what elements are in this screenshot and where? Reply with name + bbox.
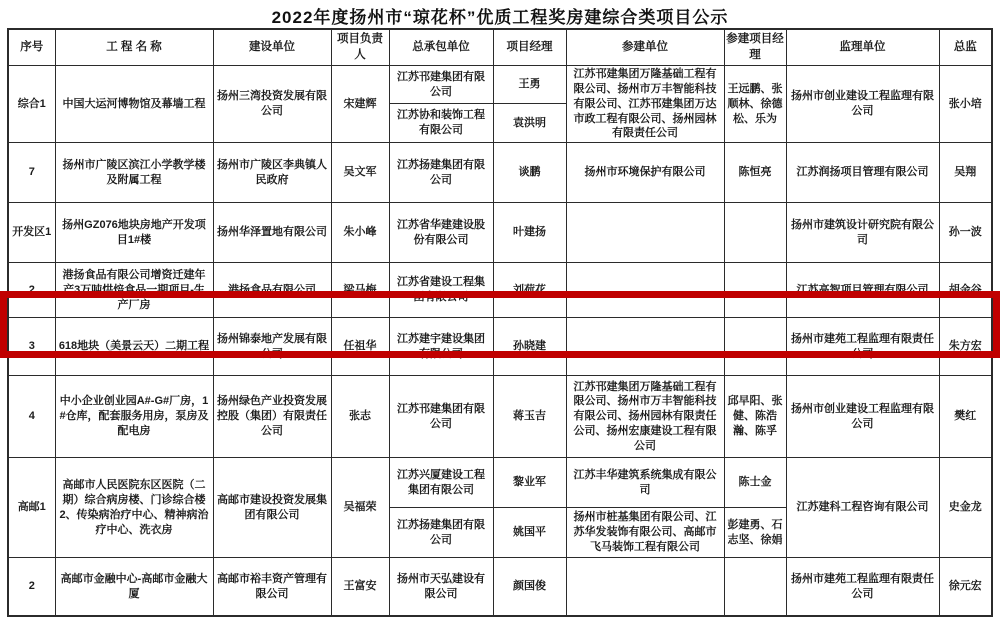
cell-builder: 高邮市裕丰资产管理有限公司 bbox=[213, 558, 331, 616]
cell-participants bbox=[566, 318, 724, 376]
col-header-contractor: 总承包单位 bbox=[389, 29, 493, 66]
col-header-manager: 项目经理 bbox=[493, 29, 566, 66]
cell-builder: 扬州三湾投资发展有限公司 bbox=[213, 66, 331, 143]
cell-project: 高邮市人民医院东区医院（二期）综合病房楼、门诊综合楼2、传染病治疗中心、精神病治疗中心、洗衣房 bbox=[55, 458, 213, 558]
cell-manager: 孙晓建 bbox=[493, 318, 566, 376]
cell-seq: 综合1 bbox=[8, 66, 55, 143]
cell-part-managers: 陈士金 bbox=[724, 458, 786, 508]
table-row-highlighted bbox=[8, 318, 992, 376]
cell-leader: 梁马梅 bbox=[331, 263, 389, 318]
cell-manager: 颜国俊 bbox=[493, 558, 566, 616]
table-row bbox=[8, 66, 992, 104]
table-row bbox=[8, 203, 992, 263]
cell-builder: 扬州市广陵区李典镇人民政府 bbox=[213, 143, 331, 203]
cell-project: 618地块（美景云天）二期工程 bbox=[55, 318, 213, 376]
cell-contractor: 扬州市天弘建设有限公司 bbox=[389, 558, 493, 616]
cell-supervisor: 扬州市建苑工程监理有限责任公司 bbox=[786, 558, 939, 616]
cell-seq: 高邮1 bbox=[8, 458, 55, 558]
cell-chief: 胡金谷 bbox=[939, 263, 992, 318]
cell-supervisor: 扬州市创业建设工程监理有限公司 bbox=[786, 66, 939, 143]
col-header-project: 工 程 名 称 bbox=[55, 29, 213, 66]
col-header-seq: 序号 bbox=[8, 29, 55, 66]
cell-project: 高邮市金融中心-高邮市金融大厦 bbox=[55, 558, 213, 616]
table-row bbox=[8, 558, 992, 616]
cell-builder: 扬州华泽置地有限公司 bbox=[213, 203, 331, 263]
cell-participants: 扬州市桩基集团有限公司、江苏华发装饰有限公司、高邮市飞马装饰工程有限公司 bbox=[566, 508, 724, 558]
cell-builder: 扬州绿色产业投资发展控股（集团）有限责任公司 bbox=[213, 376, 331, 458]
header-row bbox=[8, 29, 992, 66]
cell-leader: 宋建辉 bbox=[331, 66, 389, 143]
cell-manager: 刘荷花 bbox=[493, 263, 566, 318]
cell-chief: 樊红 bbox=[939, 376, 992, 458]
cell-contractor: 江苏扬建集团有限公司 bbox=[389, 143, 493, 203]
cell-contractor: 江苏省建设工程集团有限公司 bbox=[389, 263, 493, 318]
cell-project: 扬州市广陵区滨江小学教学楼及附属工程 bbox=[55, 143, 213, 203]
col-header-participants: 参建单位 bbox=[566, 29, 724, 66]
cell-chief: 徐元宏 bbox=[939, 558, 992, 616]
col-header-leader: 项目负责人 bbox=[331, 29, 389, 66]
cell-chief: 史金龙 bbox=[939, 458, 992, 558]
cell-participants: 江苏丰华建筑系统集成有限公司 bbox=[566, 458, 724, 508]
cell-leader: 吴福荣 bbox=[331, 458, 389, 558]
cell-supervisor: 扬州市建筑设计研究院有限公司 bbox=[786, 203, 939, 263]
cell-chief: 孙一波 bbox=[939, 203, 992, 263]
cell-contractor: 江苏协和装饰工程有限公司 bbox=[389, 104, 493, 143]
cell-leader: 朱小峰 bbox=[331, 203, 389, 263]
cell-manager: 叶建扬 bbox=[493, 203, 566, 263]
cell-chief: 张小培 bbox=[939, 66, 992, 143]
cell-part-managers bbox=[724, 318, 786, 376]
cell-supervisor: 江苏润扬项目管理有限公司 bbox=[786, 143, 939, 203]
cell-leader: 任祖华 bbox=[331, 318, 389, 376]
cell-seq: 7 bbox=[8, 143, 55, 203]
cell-contractor: 江苏建宇建设集团有限公司 bbox=[389, 318, 493, 376]
cell-project: 港扬食品有限公司增资迁建年产3万吨烘焙食品一期项目-生产厂房 bbox=[55, 263, 213, 318]
cell-contractor: 江苏扬建集团有限公司 bbox=[389, 508, 493, 558]
cell-part-managers: 邱早阳、张健、陈浩瀚、陈孚 bbox=[724, 376, 786, 458]
cell-part-managers: 王远鹏、张顺林、徐德松、乐为 bbox=[724, 66, 786, 143]
col-header-supervisor: 监理单位 bbox=[786, 29, 939, 66]
cell-contractor: 江苏邗建集团有限公司 bbox=[389, 376, 493, 458]
cell-builder: 高邮市建设投资发展集团有限公司 bbox=[213, 458, 331, 558]
cell-manager: 姚国平 bbox=[493, 508, 566, 558]
cell-part-managers bbox=[724, 558, 786, 616]
cell-project: 扬州GZ076地块房地产开发项目1#楼 bbox=[55, 203, 213, 263]
cell-supervisor: 扬州市建苑工程监理有限责任公司 bbox=[786, 318, 939, 376]
cell-participants bbox=[566, 558, 724, 616]
cell-seq: 2 bbox=[8, 558, 55, 616]
cell-contractor: 江苏省华建建设股份有限公司 bbox=[389, 203, 493, 263]
cell-contractor: 江苏兴厦建设工程集团有限公司 bbox=[389, 458, 493, 508]
cell-builder: 扬州锦泰地产发展有限公司 bbox=[213, 318, 331, 376]
cell-contractor: 江苏邗建集团有限公司 bbox=[389, 66, 493, 104]
cell-manager: 袁洪明 bbox=[493, 104, 566, 143]
cell-seq: 3 bbox=[8, 318, 55, 376]
cell-seq: 2 bbox=[8, 263, 55, 318]
cell-participants bbox=[566, 263, 724, 318]
cell-manager: 谈鹏 bbox=[493, 143, 566, 203]
table-row bbox=[8, 263, 992, 318]
cell-supervisor: 扬州市创业建设工程监理有限公司 bbox=[786, 376, 939, 458]
col-header-builder: 建设单位 bbox=[213, 29, 331, 66]
cell-participants: 江苏邗建集团万隆基础工程有限公司、扬州市万丰智能科技有限公司、扬州园林有限责任公司、扬州宏康建设工程有限公司 bbox=[566, 376, 724, 458]
cell-seq: 4 bbox=[8, 376, 55, 458]
cell-leader: 王富安 bbox=[331, 558, 389, 616]
cell-seq: 开发区1 bbox=[8, 203, 55, 263]
col-header-part-managers: 参建项目经理 bbox=[724, 29, 786, 66]
cell-project: 中国大运河博物馆及幕墙工程 bbox=[55, 66, 213, 143]
cell-project: 中小企业创业园A#-G#厂房，1#仓库，配套服务用房，泵房及配电房 bbox=[55, 376, 213, 458]
cell-part-managers bbox=[724, 263, 786, 318]
cell-supervisor: 江苏建科工程咨询有限公司 bbox=[786, 458, 939, 558]
cell-chief: 朱方宏 bbox=[939, 318, 992, 376]
table-row bbox=[8, 458, 992, 508]
projects-table bbox=[7, 28, 993, 617]
cell-participants: 江苏邗建集团万隆基础工程有限公司、扬州市万丰智能科技有限公司、江苏邗建集团万达市政工程有限公司、扬州园林有限责任公司 bbox=[566, 66, 724, 143]
cell-part-managers: 彭建勇、石志坚、徐娟 bbox=[724, 508, 786, 558]
cell-manager: 蒋玉吉 bbox=[493, 376, 566, 458]
cell-leader: 张志 bbox=[331, 376, 389, 458]
table-row bbox=[8, 376, 992, 458]
cell-participants bbox=[566, 203, 724, 263]
page-title: 2022年度扬州市“琼花杯”优质工程奖房建综合类项目公示 bbox=[271, 8, 729, 27]
cell-chief: 吴翔 bbox=[939, 143, 992, 203]
cell-manager: 王勇 bbox=[493, 66, 566, 104]
cell-leader: 吴文军 bbox=[331, 143, 389, 203]
cell-part-managers bbox=[724, 203, 786, 263]
cell-builder: 港扬食品有限公司 bbox=[213, 263, 331, 318]
cell-manager: 黎业军 bbox=[493, 458, 566, 508]
table-row bbox=[8, 143, 992, 203]
cell-part-managers: 陈恒亮 bbox=[724, 143, 786, 203]
cell-participants: 扬州市环境保护有限公司 bbox=[566, 143, 724, 203]
col-header-chief: 总监 bbox=[939, 29, 992, 66]
cell-supervisor: 江苏高智项目管理有限公司 bbox=[786, 263, 939, 318]
